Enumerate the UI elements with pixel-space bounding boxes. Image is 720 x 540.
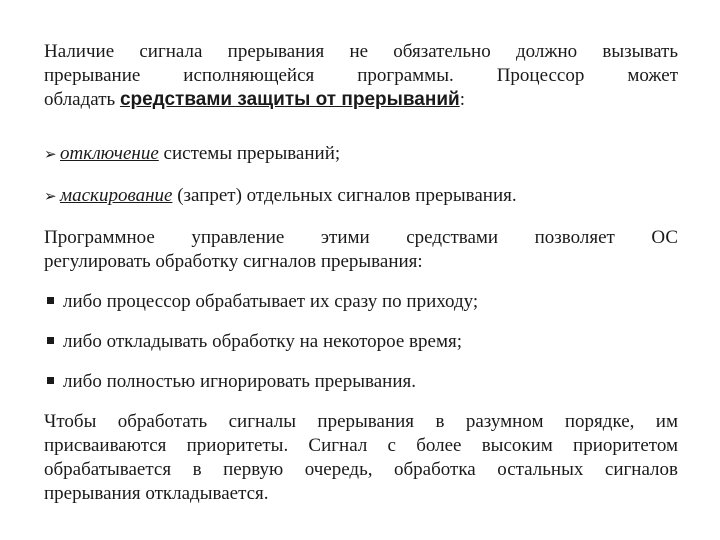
arrow-item-text: (запрет) отдельных сигналов прерывания. [172, 185, 517, 206]
priority-line-3: обрабатывается в первую очередь, обработка остальных сигналов [44, 459, 678, 480]
priority-paragraph [44, 410, 678, 506]
arrow-item-term: маскирование [60, 185, 173, 206]
control-line-1: Программное управление этими средствами позволяет ОС [44, 227, 678, 248]
intro-paragraph [44, 40, 678, 112]
protection-means-emphasis: средствами защиты от прерываний [119, 89, 460, 110]
bullet-text: либо полностью игнорировать прерывания. [63, 371, 416, 392]
intro-line-3-prefix: обладать [44, 89, 120, 110]
square-bullet-icon [47, 337, 54, 344]
intro-line-1: Наличие сигнала прерывания не обязательно должно вызывать [44, 41, 678, 62]
bullet-text: либо процессор обрабатывает их сразу по приходу; [63, 291, 479, 312]
square-bullet-icon [47, 377, 54, 384]
arrow-item-mask [44, 184, 517, 208]
priority-line-1: Чтобы обработать сигналы прерывания в разумном порядке, им [44, 411, 678, 432]
bullet-item [44, 370, 416, 394]
arrow-bullet-icon: ➢ [44, 145, 57, 163]
bullet-item [44, 290, 478, 314]
priority-line-2: присваиваются приоритеты. Сигнал с более высоким приоритетом [44, 435, 678, 456]
intro-line-3-suffix: : [459, 89, 465, 110]
control-line-2: регулировать обработку сигналов прерывания: [44, 251, 423, 272]
arrow-item-term: отключение [60, 143, 159, 164]
arrow-bullet-icon: ➢ [44, 187, 57, 205]
priority-line-4: прерывания откладывается. [44, 483, 269, 504]
arrow-item-text: системы прерываний; [158, 143, 341, 164]
bullet-text: либо откладывать обработку на некоторое время; [63, 331, 462, 352]
intro-line-3 [44, 88, 678, 112]
arrow-item-disable [44, 142, 340, 166]
bullet-item [44, 330, 462, 354]
control-paragraph [44, 226, 678, 274]
square-bullet-icon [47, 297, 54, 304]
intro-line-2: прерывание исполняющейся программы. Процессор может [44, 65, 678, 86]
